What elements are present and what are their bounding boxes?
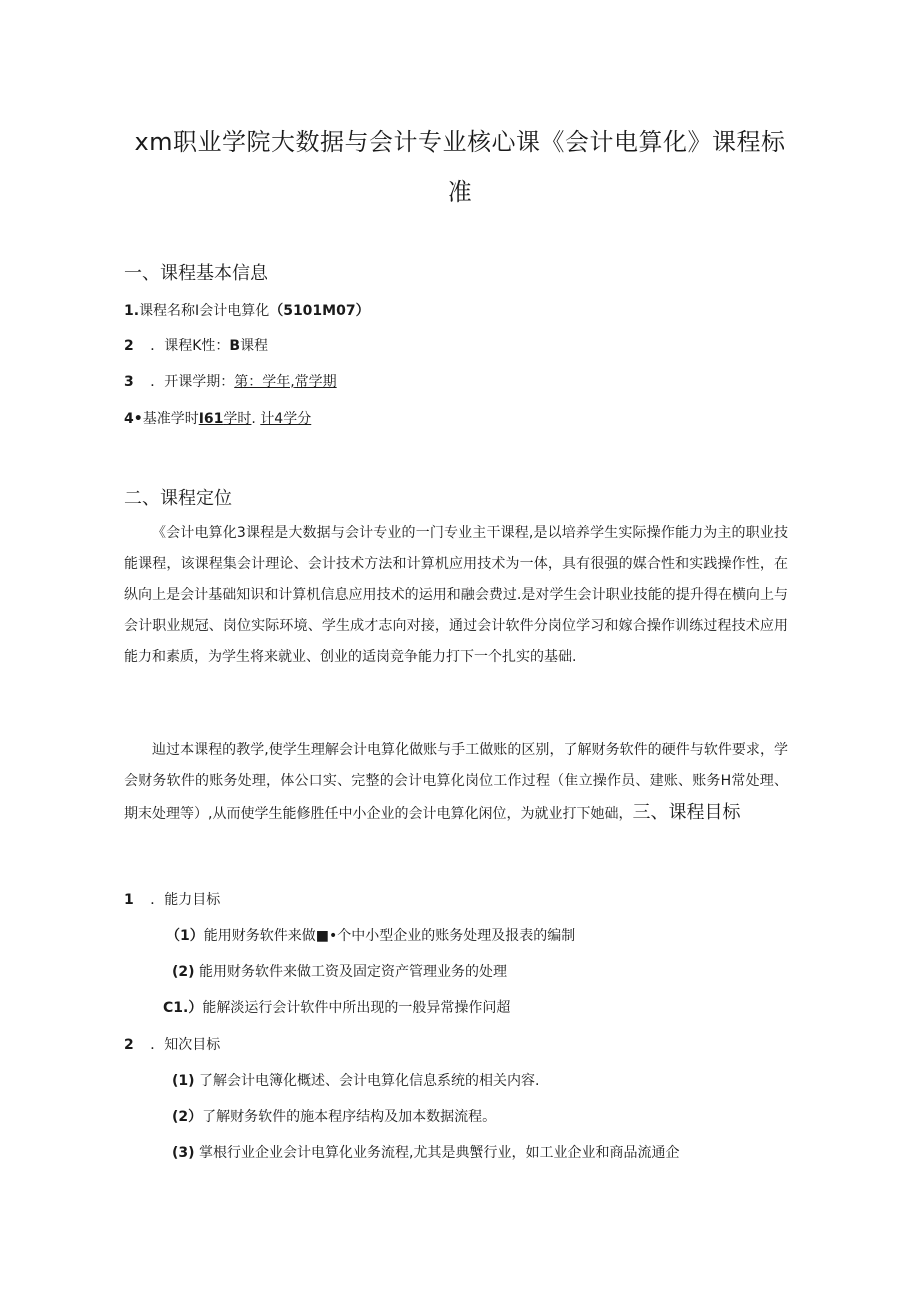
info-item-course-type xyxy=(124,335,268,355)
positioning-paragraph-2-text: 辿过本课程的教学,使学生理解会计电算化做账与手工做账的区别，了解财务软件的硬件与软件要求，学会财务软件的账务处理，体公口实、完整的会计电算化岗位工作过程（隹立操作员、建账、账务H常处理、期末处理等）,从而使学生能修胜任中小企业的会计电算化闲位，为就业打下她础， xyxy=(124,742,788,822)
ability-objective-3 xyxy=(163,997,510,1017)
objective-text: 掌根行业企业会计电算化业务流程,尤其是典蟹行业，如工业企业和商品流通企 xyxy=(199,1145,680,1161)
objective-group-number: 1 xyxy=(124,892,134,908)
objective-group-ability xyxy=(124,889,220,909)
objective-group-label: ．知次目标 xyxy=(150,1037,221,1053)
info-item-type-rest: 课程 xyxy=(240,338,269,354)
objective-text: 能解淡运行会计软件中所出现的一般异常操作问超 xyxy=(202,1000,511,1016)
info-item-credits: 计4学分 xyxy=(260,411,312,427)
info-item-label: ．开课学期： xyxy=(150,374,235,390)
info-item-label: ．课程K性： xyxy=(150,338,230,354)
info-item-term: 常学期 xyxy=(294,374,337,390)
document-title-line-2: 准 xyxy=(447,178,473,206)
info-item-separator: . xyxy=(251,411,261,427)
objective-text: 能用财务软件来做工资及固定资产管理业务的处理 xyxy=(199,964,507,980)
section-heading-positioning: 二、课程定位 xyxy=(124,488,232,509)
positioning-paragraph-1: 《会计电算化3课程是大数据与会计专业的一门专业主干课程,是以培养学生实际操作能力为主的职业技能课程，该课程集会计理论、会计技术方法和计算机应用技术为一体，具有很强的媒合性和实践操作性，在纵向上是会计基础知识和计算机信息应用技术的运用和融会费过.是对学生会计职业技能的提升得在横向上与会计职业规冠、岗位实际环境、学生成才志向对接，通过会计软件分岗位学习和嫁合操作训练过程技术应用能力和素质，为学生将来就业、创业的适岗竞争能力打下一个扎实的基础. xyxy=(124,525,788,665)
info-item-code: （5101M07） xyxy=(269,303,370,319)
objective-text: 了解财务软件的施本程序结构及加本数据流程。 xyxy=(202,1109,497,1125)
section-heading-basic-info: 一、课程基本信息 xyxy=(124,263,268,284)
objective-text: 能用财务软件来做■•个中小型企业的账务处理及报表的编制 xyxy=(203,928,576,944)
objective-number: （1） xyxy=(166,928,204,944)
ability-objective-1 xyxy=(166,925,575,945)
info-item-number: 2 xyxy=(124,338,134,354)
knowledge-objective-2 xyxy=(172,1106,496,1126)
knowledge-objective-3 xyxy=(172,1142,679,1162)
objective-number: (3) xyxy=(172,1145,195,1161)
info-item-number: 3 xyxy=(124,374,134,390)
info-item-label: 基准学时 xyxy=(142,411,199,427)
objective-group-knowledge xyxy=(124,1034,220,1054)
info-item-hours-value: I61 xyxy=(198,411,224,427)
objective-number: (1) xyxy=(172,1073,195,1089)
info-item-label: 课程名称I会计电算化 xyxy=(139,303,270,319)
objective-text: 了解会计电簿化概述、会计电算化信息系统的相关内容. xyxy=(199,1073,540,1089)
objective-group-label: ．能力目标 xyxy=(150,892,221,908)
info-item-type-code: B xyxy=(229,338,241,354)
objective-number: (2) xyxy=(172,964,195,980)
document-title-line-1: xm职业学院大数据与会计专业核心课《会计电算化》课程标 xyxy=(134,128,786,156)
info-item-hours-unit: 学时 xyxy=(223,411,252,427)
info-item-course-name xyxy=(124,300,370,320)
info-item-number: 4• xyxy=(124,411,143,427)
info-item-number: 1. xyxy=(124,303,140,319)
objective-number: (2） xyxy=(172,1109,203,1125)
section-heading-objectives: 三、课程目标 xyxy=(632,802,741,823)
info-item-hours xyxy=(124,408,311,428)
positioning-paragraph-2 xyxy=(124,735,788,830)
info-item-year: 第：学年, xyxy=(234,374,295,390)
ability-objective-2 xyxy=(172,961,507,981)
info-item-semester xyxy=(124,371,337,391)
objective-group-number: 2 xyxy=(124,1037,134,1053)
knowledge-objective-1 xyxy=(172,1070,539,1090)
objective-number: C1.） xyxy=(163,1000,203,1016)
